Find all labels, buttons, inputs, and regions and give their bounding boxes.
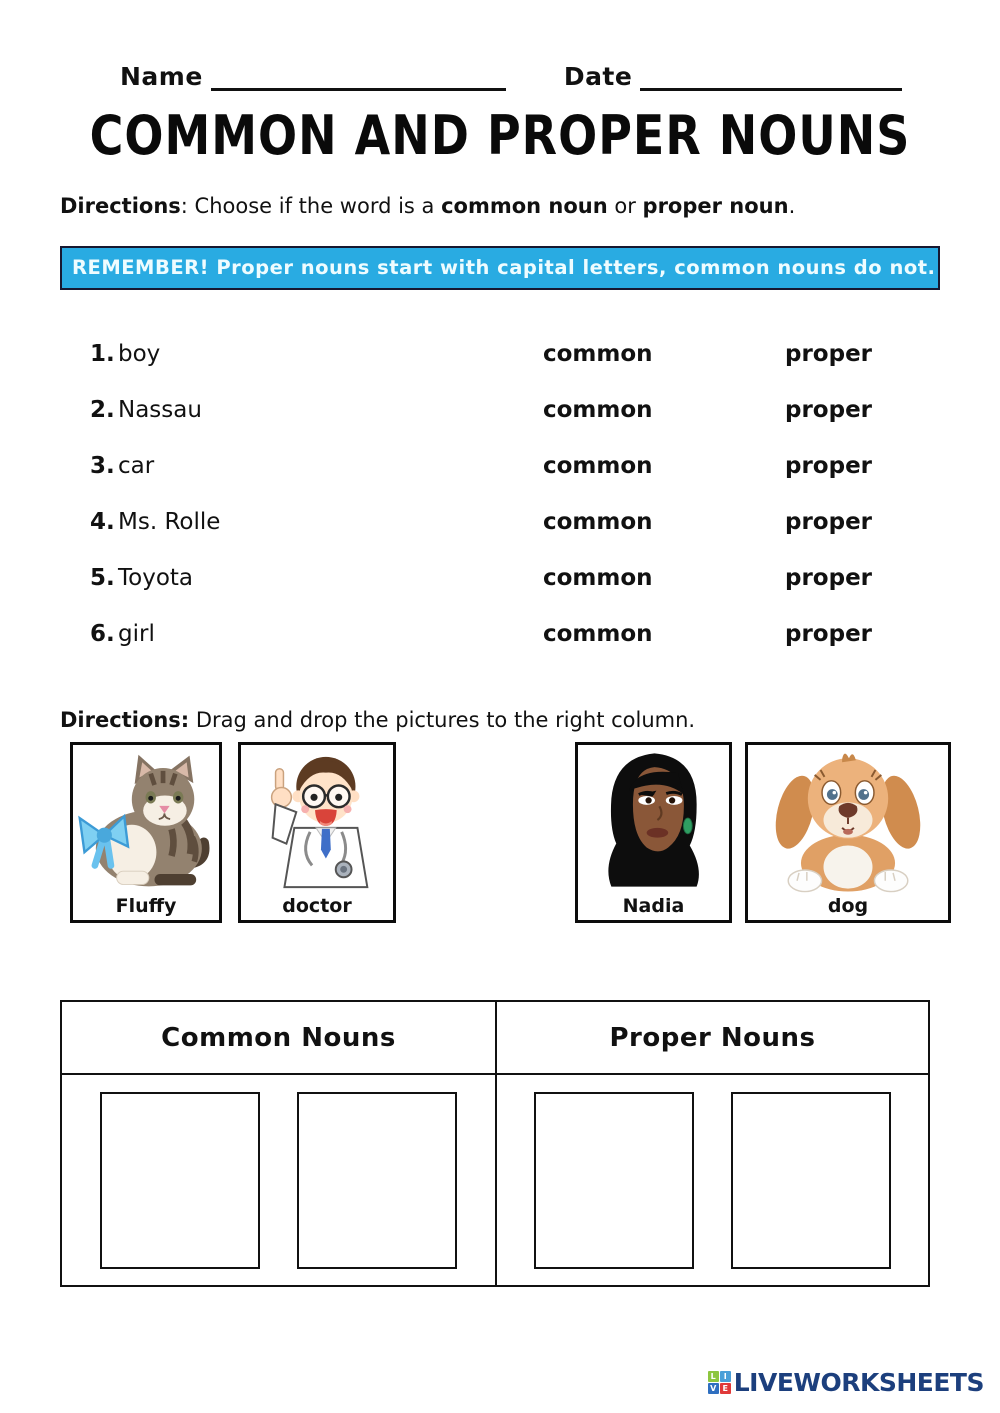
question-word: car	[118, 453, 155, 479]
cat-image	[73, 745, 219, 896]
question-word: Toyota	[118, 565, 194, 591]
choice-common-2[interactable]: common	[543, 397, 653, 423]
card-label: Fluffy	[115, 895, 177, 918]
directions-drag-drop: Directions: Drag and drop the pictures to the right column.	[60, 708, 696, 732]
doctor-image	[241, 745, 393, 896]
question-word: girl	[118, 621, 155, 647]
liveworksheets-logo-icon: L I V E	[708, 1371, 731, 1394]
dropzone-common-2[interactable]	[297, 1092, 457, 1269]
choice-proper-5[interactable]: proper	[785, 565, 873, 591]
drag-cards-row	[0, 742, 1000, 923]
question-row-4	[60, 509, 940, 539]
question-number: 1.	[90, 341, 115, 367]
question-row-5	[60, 565, 940, 595]
choice-proper-1[interactable]: proper	[785, 341, 873, 367]
choice-common-1[interactable]: common	[543, 341, 653, 367]
choice-common-4[interactable]: common	[543, 509, 653, 535]
column-header-common-nouns: Common Nouns	[161, 1022, 396, 1053]
dog-image	[748, 745, 948, 896]
question-number: 4.	[90, 509, 115, 535]
liveworksheets-wordmark: LIVEWORKSHEETS	[733, 1368, 984, 1397]
directions-label: Directions	[60, 194, 181, 218]
date-field	[564, 62, 903, 91]
choice-proper-6[interactable]: proper	[785, 621, 873, 647]
choice-common-3[interactable]: common	[543, 453, 653, 479]
question-row-2	[60, 397, 940, 427]
choice-common-5[interactable]: common	[543, 565, 653, 591]
sorting-table	[60, 1000, 930, 1287]
question-number: 6.	[90, 621, 115, 647]
question-number: 5.	[90, 565, 115, 591]
drag-card-nadia[interactable]	[575, 742, 732, 923]
name-date-row	[120, 62, 880, 91]
card-label: dog	[827, 895, 869, 918]
dropzone-proper-2[interactable]	[731, 1092, 891, 1269]
directions-choose: Directions: Choose if the word is a common noun or proper noun.	[60, 194, 796, 218]
dropzone-common-1[interactable]	[100, 1092, 260, 1269]
question-word: boy	[118, 341, 161, 367]
dropzone-proper-1[interactable]	[534, 1092, 694, 1269]
question-row-6	[60, 621, 940, 651]
proper-nouns-cell	[495, 1075, 928, 1285]
date-label: Date	[563, 62, 633, 91]
question-word: Ms. Rolle	[118, 509, 221, 535]
name-input-line[interactable]	[211, 65, 506, 91]
reminder-banner: REMEMBER! Proper nouns start with capital letters, common nouns do not.	[60, 246, 940, 290]
drag-card-doctor[interactable]	[238, 742, 396, 923]
question-row-1	[60, 341, 940, 371]
name-field	[120, 62, 506, 91]
column-header-proper-nouns: Proper Nouns	[495, 1002, 928, 1073]
page-title: COMMON AND PROPER NOUNS	[89, 103, 911, 167]
card-label: Nadia	[622, 895, 685, 918]
card-label: doctor	[282, 895, 352, 918]
question-word: Nassau	[118, 397, 202, 423]
choice-proper-4[interactable]: proper	[785, 509, 873, 535]
drag-card-fluffy[interactable]	[70, 742, 222, 923]
question-row-3	[60, 453, 940, 483]
woman-image	[578, 745, 729, 896]
question-number: 3.	[90, 453, 115, 479]
choice-proper-3[interactable]: proper	[785, 453, 873, 479]
choice-common-6[interactable]: common	[543, 621, 653, 647]
liveworksheets-logo	[708, 1368, 984, 1397]
drag-card-dog[interactable]	[745, 742, 951, 923]
question-number: 2.	[90, 397, 115, 423]
question-list	[60, 341, 940, 677]
common-nouns-cell	[62, 1075, 495, 1285]
choice-proper-2[interactable]: proper	[785, 397, 873, 423]
directions-label: Directions:	[60, 708, 190, 732]
name-label: Name	[120, 62, 203, 91]
date-input-line[interactable]	[640, 65, 902, 91]
